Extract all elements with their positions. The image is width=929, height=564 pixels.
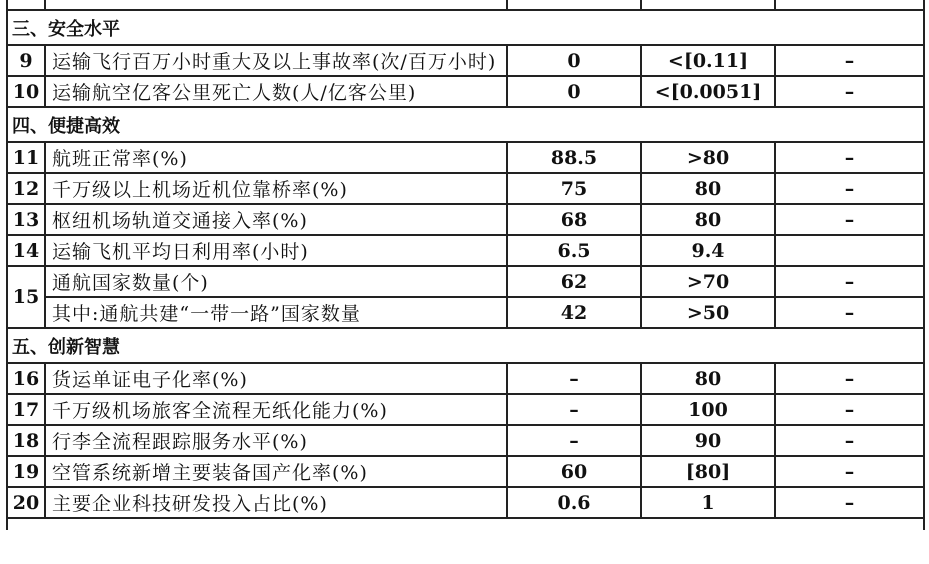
target-value: >70	[641, 266, 775, 297]
row-number: 14	[7, 235, 45, 266]
row-number: 20	[7, 487, 45, 518]
row-number: 17	[7, 394, 45, 425]
indicator-name: 航班正常率(%)	[45, 142, 507, 173]
table-row	[7, 425, 924, 456]
table-row	[7, 394, 924, 425]
indicators-table	[6, 0, 925, 530]
base-value: 0	[507, 76, 641, 107]
table-row	[7, 297, 924, 328]
indicator-name: 千万级以上机场近机位靠桥率(%)	[45, 173, 507, 204]
target-value: >80	[641, 142, 775, 173]
row-number: 10	[7, 76, 45, 107]
attribute-value: –	[775, 297, 924, 328]
table-row	[7, 204, 924, 235]
indicator-name: 运输航空亿客公里死亡人数(人/亿客公里)	[45, 76, 507, 107]
base-value: 42	[507, 297, 641, 328]
row-number: 15	[7, 266, 45, 328]
attribute-value: –	[775, 142, 924, 173]
attribute-value: –	[775, 487, 924, 518]
table-row	[7, 266, 924, 297]
base-value: 75	[507, 173, 641, 204]
table-row	[7, 76, 924, 107]
table-row	[7, 173, 924, 204]
section-header	[7, 328, 924, 363]
section-title: 四、便捷高效	[7, 107, 924, 142]
target-value: 9.4	[641, 235, 775, 266]
indicator-name: 行李全流程跟踪服务水平(%)	[45, 425, 507, 456]
base-value: 0	[507, 45, 641, 76]
base-value: 60	[507, 456, 641, 487]
section-header	[7, 107, 924, 142]
row-number: 18	[7, 425, 45, 456]
attribute-value: –	[775, 76, 924, 107]
indicator-name: 枢纽机场轨道交通接入率(%)	[45, 204, 507, 235]
row-number: 12	[7, 173, 45, 204]
base-value: –	[507, 363, 641, 394]
indicator-name: 空管系统新增主要装备国产化率(%)	[45, 456, 507, 487]
indicator-name: 通航国家数量(个)	[45, 266, 507, 297]
attribute-value: –	[775, 425, 924, 456]
base-value: –	[507, 425, 641, 456]
target-value: <[0.11]	[641, 45, 775, 76]
attribute-value: –	[775, 204, 924, 235]
target-value: 90	[641, 425, 775, 456]
target-value: [80]	[641, 456, 775, 487]
target-value: 80	[641, 363, 775, 394]
indicator-name: 主要企业科技研发投入占比(%)	[45, 487, 507, 518]
table-row	[7, 142, 924, 173]
attribute-value: –	[775, 173, 924, 204]
indicator-name: 运输飞机平均日利用率(小时)	[45, 235, 507, 266]
attribute-value: –	[775, 394, 924, 425]
section-title: 五、创新智慧	[7, 328, 924, 363]
row-number: 16	[7, 363, 45, 394]
base-value: 68	[507, 204, 641, 235]
target-value: 1	[641, 487, 775, 518]
indicator-name: 运输飞行百万小时重大及以上事故率(次/百万小时)	[45, 45, 507, 76]
table-row	[7, 235, 924, 266]
attribute-value	[775, 235, 924, 266]
row-number: 19	[7, 456, 45, 487]
indicator-name: 其中:通航共建“一带一路”国家数量	[45, 297, 507, 328]
table-row	[7, 45, 924, 76]
table-row	[7, 456, 924, 487]
attribute-value: –	[775, 363, 924, 394]
table-row	[7, 363, 924, 394]
table-row-partial	[7, 518, 924, 530]
target-value: 80	[641, 204, 775, 235]
attribute-value: –	[775, 456, 924, 487]
base-value: –	[507, 394, 641, 425]
indicator-name: 千万级机场旅客全流程无纸化能力(%)	[45, 394, 507, 425]
target-value: <[0.0051]	[641, 76, 775, 107]
row-number: 9	[7, 45, 45, 76]
row-number: 11	[7, 142, 45, 173]
section-header	[7, 10, 924, 45]
attribute-value: –	[775, 45, 924, 76]
table-top-edge	[7, 0, 924, 10]
target-value: >50	[641, 297, 775, 328]
base-value: 88.5	[507, 142, 641, 173]
target-value: 80	[641, 173, 775, 204]
indicator-name: 货运单证电子化率(%)	[45, 363, 507, 394]
section-title: 三、安全水平	[7, 10, 924, 45]
attribute-value: –	[775, 266, 924, 297]
row-number: 13	[7, 204, 45, 235]
table-row	[7, 487, 924, 518]
base-value: 62	[507, 266, 641, 297]
base-value: 6.5	[507, 235, 641, 266]
base-value: 0.6	[507, 487, 641, 518]
target-value: 100	[641, 394, 775, 425]
